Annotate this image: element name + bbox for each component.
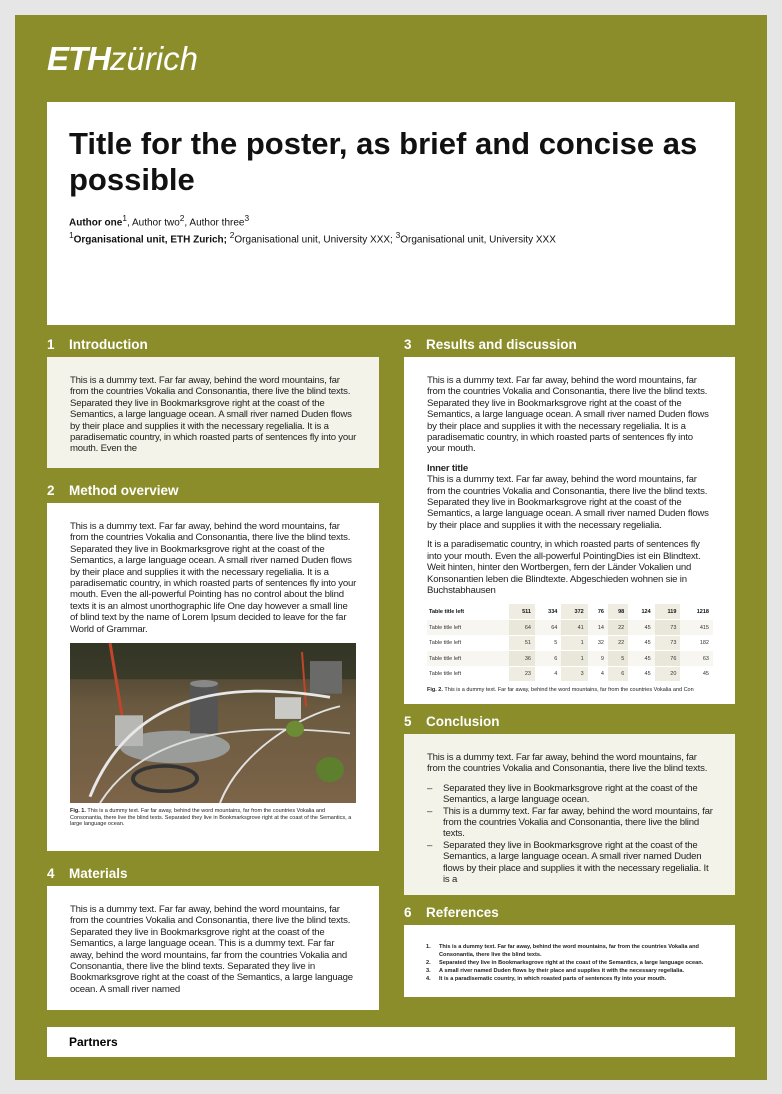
poster (15, 15, 767, 1080)
table-cell: 45 (628, 635, 654, 651)
table-cell: 6 (535, 651, 561, 667)
table-cell: 5 (608, 651, 628, 667)
table-cell: 5 (535, 635, 561, 651)
row-label-cell: Table title left (427, 635, 509, 651)
poster-title: Title for the poster, as brief and concise as possible (69, 126, 698, 197)
title-block (47, 102, 735, 325)
row-label-cell: Table title left (427, 620, 509, 636)
table-cell: 6 (608, 666, 628, 682)
table-cell: 51 (509, 635, 535, 651)
reference-item: 2. Separated they live in Bookmarksgrove right at the coast of the Semantics, a large language ocean. (426, 960, 704, 967)
table-cell: 73 (655, 620, 681, 636)
affiliations: $^1$Organisational unit, ETH Zurich; $^2$Organisational unit, University XXX; $^3$Organisational unit, University XXX (69, 230, 556, 246)
figure-1-caption: Fig. 1. This is a dummy text. Far far away, behind the word mountains, far from the countries Vokalia and Consonantia, there live the blind texts. Separated they live in Bookmarksgrove right at the coast of the Semantics, a large language ocean. (70, 808, 352, 828)
table-cell: 45 (628, 666, 654, 682)
table-cell: 23 (509, 666, 535, 682)
reference-item: 4. It is a paradisematic country, in which roasted parts of sentences fly into your mouth. (426, 976, 667, 983)
heading-method: 2 Method overview (47, 483, 179, 498)
field-equipment-photo (70, 643, 356, 803)
conclusion-box: This is a dummy text. Far far away, behind the word mountains, far from the countries Vokalia and Consonantia, there live the blind texts. – Separated they live in Bookmarksgrove right at the coast of the Semantics, a large language ocean. – This is a dummy text. Far far away, behind the word mountains, far from the countries Vokalia and Consonantia, there live the blind texts. – Separated they live in Bookmarksgrove right at the coast of the Semantics, a large language ocean. A small river named Duden flows by their place and supplies it with the necessary regelialia. It is a (404, 734, 735, 895)
heading-materials: 4 Materials (47, 866, 128, 881)
list-item: – Separated they live in Bookmarksgrove right at the coast of the Semantics, a large language ocean. (427, 783, 713, 806)
heading-conclusion: 5 Conclusion (404, 713, 500, 729)
table-cell: 76 (655, 651, 681, 667)
method-box: This is a dummy text. Far far away, behind the word mountains, far from the countries Vokalia and Consonantia, there live the blind texts. Separated they live in Bookmarksgrove right at the coast of the Semantics, a large language ocean. A small river named Duden flows by their place and supplies it with the necessary regelialia. It is a paradisematic country, in which roasted parts of sentences fly into your mouth. Even the all-powerful Pointing has no control about the blind texts it is an almost unorthographic life One day however a small line of blind text by the name of Lorem Ipsum decided to leave for the far World of Grammar. Fig. 1. This is a dummy text. Far far away, behind the word mountains, far from the countries Vokalia and Consonantia, there live the blind texts. Separated they live in Bookmarksgrove right at the coast of the Semantics, a large language ocean. (47, 503, 379, 851)
table-cell: 76 (588, 604, 608, 620)
table-cell: 334 (535, 604, 561, 620)
table-row (427, 635, 713, 651)
table-cell: 45 (680, 666, 713, 682)
conclusion-list (427, 783, 713, 886)
reference-item: 3. A small river named Duden flows by their place and supplies it with the necessary regelialia. (426, 968, 685, 975)
table-cell: 511 (509, 604, 535, 620)
table-cell: 14 (588, 620, 608, 636)
table-row (427, 651, 713, 667)
table-cell: 45 (628, 620, 654, 636)
table-cell: 64 (535, 620, 561, 636)
table-cell: 4 (588, 666, 608, 682)
heading-introduction: 1 Introduction (47, 337, 148, 352)
results-box: This is a dummy text. Far far away, behind the word mountains, far from the countries Vokalia and Consonantia, there live the blind texts. Separated they live in Bookmarksgrove right at the coast of the Semantics, a large language ocean. A small river named Duden flows by their place and supplies it with the necessary regelialia. It is a paradisematic country, in which roasted parts of sentences fly into your mouth. Inner title This is a dummy text. Far far away, behind the word mountains, far from the countries Vokalia and Consonantia, there live the blind texts. Separated they live in Bookmarksgrove right at the coast of the Semantics, a large language ocean. A small river named Duden flows by their place and supplies it with the necessary regelialia. It is a paradisematic country, in which roasted parts of sentences fly into your mouth. Even the all-powerful PointingDies ist ein Blindtext. Weit hinten, hinter den Wortbergen, fern der Länder Vokalien und Konsonantien leben die Blindtexte. Abgeschieden wohnen sie in Buchstabhausen Table title left 511 334 372 76 98 124 119 1218 Table title left 64 64 41 14 22 45 73 415 Table title left 51 5 1 32 22 45 73 182 Table title left 36 6 1 9 5 45 76 63 Table title left 23 4 3 4 6 45 20 45 Fig. 2. This is a dummy text. Far far away, behind the word mountains, far from the countries Vokalia and Con (404, 357, 735, 704)
table-cell: 98 (608, 604, 628, 620)
references-list (426, 943, 705, 983)
table-cell: 182 (680, 635, 713, 651)
heading-references: 6 References (404, 905, 499, 921)
table-cell: 9 (588, 651, 608, 667)
table-cell: 1 (561, 651, 587, 667)
heading-results: 3 Results and discussion (404, 337, 577, 352)
table-cell: 32 (588, 635, 608, 651)
eth-zurich-logo: ETHzürich (47, 40, 199, 77)
figure-2-caption: Fig. 2. This is a dummy text. Far far away, behind the word mountains, far from the countries Vokalia and Con (427, 687, 694, 694)
table-cell: 45 (628, 651, 654, 667)
reference-item: 1. This is a dummy text. Far far away, behind the word mountains, far from the countries Vokalia and Consonantia, there live the blind texts. (426, 944, 699, 959)
table-cell: 1 (561, 635, 587, 651)
results-table (427, 604, 713, 694)
introduction-box: This is a dummy text. Far far away, behind the word mountains, far from the countries Vokalia and Consonantia, there live the blind texts. Separated they live in Bookmarksgrove right at the coast of the Semantics, a large language ocean. A small river named Duden flows by their place and supplies it with the necessary regelialia. It is a paradisematic country, in which roasted parts of sentences fly into your mouth. Even the (47, 357, 379, 468)
table-cell: 22 (608, 620, 628, 636)
authors: Author one$^1$, Author two$^2$, Author three$^3$ $^1$Organisational unit, ETH Zurich; $^2$Organisational unit, University XXX; $^3$Organisational unit, University XXX (69, 212, 713, 247)
left-column (47, 333, 379, 1010)
table-cell: 372 (561, 604, 587, 620)
row-label-cell: Table title left (427, 651, 509, 667)
table-cell: 36 (509, 651, 535, 667)
right-column (404, 333, 735, 997)
row-label-cell: Table title left (427, 604, 509, 620)
list-item: – Separated they live in Bookmarksgrove right at the coast of the Semantics, a large language ocean. A small river named Duden flows by their place and supplies it with the necessary regelialia. It is a (427, 840, 713, 886)
table-cell: 124 (628, 604, 654, 620)
table-cell: 20 (655, 666, 681, 682)
table-cell: 1218 (680, 604, 713, 620)
table-cell: 73 (655, 635, 681, 651)
references-box (404, 925, 735, 997)
table-row (427, 620, 713, 636)
table-cell: 22 (608, 635, 628, 651)
row-label-cell: Table title left (427, 666, 509, 682)
table-cell: 4 (535, 666, 561, 682)
partners-bar: Partners (47, 1027, 735, 1057)
table-cell: 119 (655, 604, 681, 620)
materials-box: This is a dummy text. Far far away, behind the word mountains, far from the countries Vokalia and Consonantia, there live the blind texts. Separated they live in Bookmarksgrove right at the coast of the Semantics, a large language ocean. This is a dummy text. Far far away, behind the word mountains, far from the countries Vokalia and Consonantia, there live the blind texts. Separated they live in Bookmarksgrove right at the coast of the Semantics, a large language ocean. A small river named (47, 886, 379, 1010)
list-item: – This is a dummy text. Far far away, behind the word mountains, far from the countries Vokalia and Consonantia, there live the blind texts. (427, 806, 713, 840)
table-cell: 63 (680, 651, 713, 667)
table-row (427, 604, 713, 620)
table-row (427, 666, 713, 682)
table-cell: 3 (561, 666, 587, 682)
table-cell: 415 (680, 620, 713, 636)
inner-title: Inner title (427, 462, 468, 474)
table-cell: 64 (509, 620, 535, 636)
table-cell: 41 (561, 620, 587, 636)
